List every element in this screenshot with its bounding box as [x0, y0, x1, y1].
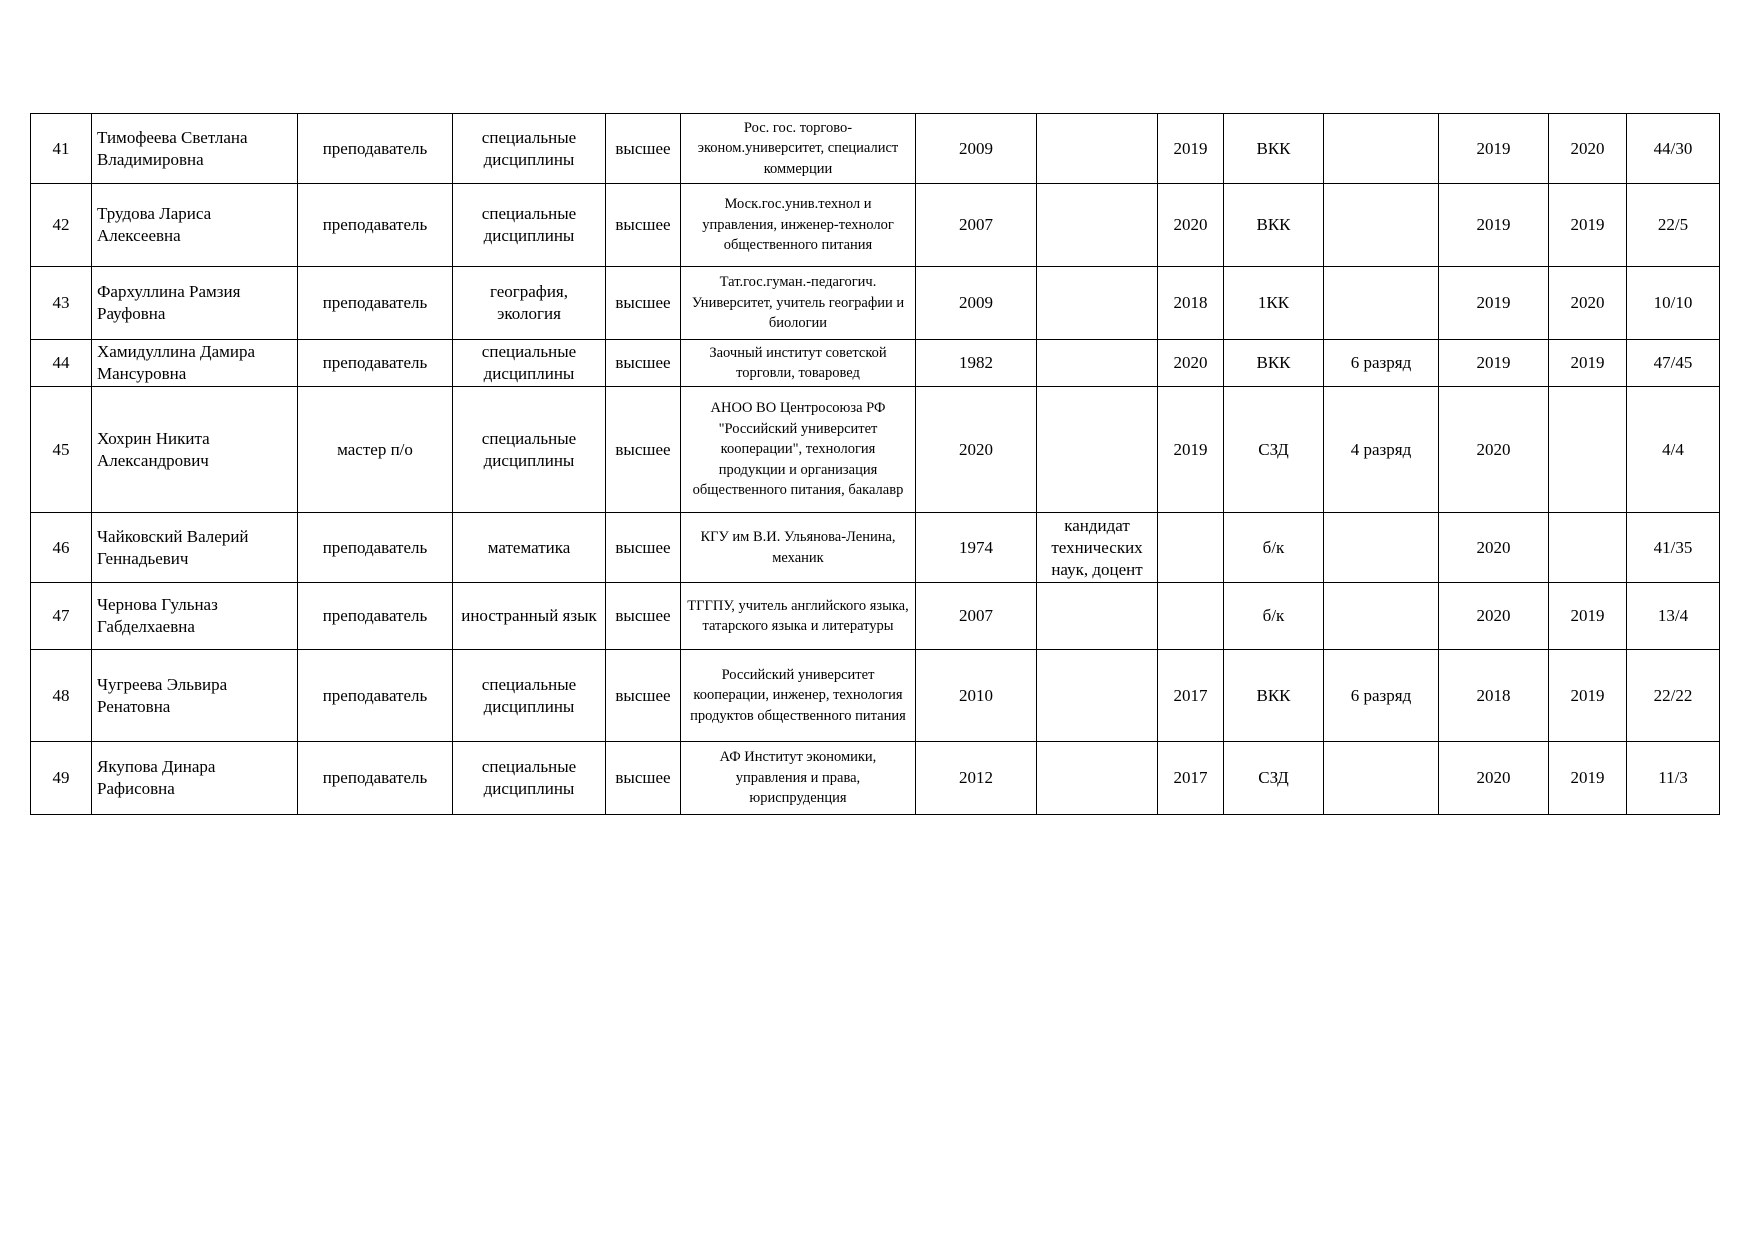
qualification-category: ВКК	[1224, 114, 1324, 184]
teacher-subject: специальные дисциплины	[453, 650, 606, 742]
graduation-year: 1974	[916, 513, 1037, 583]
education-institution: Рос. гос. торгово-эконом.университет, специалист коммерции	[681, 114, 916, 184]
teacher-name: Чугреева Эльвира Ренатовна	[92, 650, 298, 742]
work-rank	[1324, 114, 1439, 184]
training-year: 2019	[1439, 267, 1549, 340]
graduation-year: 2009	[916, 114, 1037, 184]
teacher-position: преподаватель	[298, 267, 453, 340]
row-number: 47	[31, 583, 92, 650]
work-experience: 22/22	[1627, 650, 1720, 742]
category-year: 2017	[1158, 650, 1224, 742]
work-experience: 44/30	[1627, 114, 1720, 184]
education-level: высшее	[606, 267, 681, 340]
row-number: 43	[31, 267, 92, 340]
training-year: 2019	[1439, 340, 1549, 387]
internship-year: 2019	[1549, 340, 1627, 387]
qualification-category: СЗД	[1224, 742, 1324, 815]
work-rank	[1324, 583, 1439, 650]
teacher-name: Хохрин Никита Александрович	[92, 387, 298, 513]
education-level: высшее	[606, 184, 681, 267]
work-rank	[1324, 742, 1439, 815]
category-year	[1158, 583, 1224, 650]
work-experience: 22/5	[1627, 184, 1720, 267]
qualification-category: 1КК	[1224, 267, 1324, 340]
row-number: 45	[31, 387, 92, 513]
table-row	[31, 267, 1720, 340]
qualification-category: б/к	[1224, 583, 1324, 650]
row-number: 48	[31, 650, 92, 742]
academic-degree	[1037, 114, 1158, 184]
work-rank	[1324, 267, 1439, 340]
table-row	[31, 513, 1720, 583]
training-year: 2020	[1439, 742, 1549, 815]
table-row	[31, 650, 1720, 742]
work-experience: 4/4	[1627, 387, 1720, 513]
academic-degree	[1037, 184, 1158, 267]
education-level: высшее	[606, 387, 681, 513]
internship-year: 2019	[1549, 184, 1627, 267]
graduation-year: 1982	[916, 340, 1037, 387]
graduation-year: 2007	[916, 184, 1037, 267]
work-rank: 4 разряд	[1324, 387, 1439, 513]
teacher-subject: иностранный язык	[453, 583, 606, 650]
education-institution: ТГГПУ, учитель английского языка, татарского языка и литературы	[681, 583, 916, 650]
education-level: высшее	[606, 513, 681, 583]
education-institution: Российский университет кооперации, инженер, технология продуктов общественного питания	[681, 650, 916, 742]
education-level: высшее	[606, 114, 681, 184]
row-number: 44	[31, 340, 92, 387]
teacher-position: преподаватель	[298, 583, 453, 650]
graduation-year: 2010	[916, 650, 1037, 742]
training-year: 2018	[1439, 650, 1549, 742]
row-number: 49	[31, 742, 92, 815]
work-experience: 41/35	[1627, 513, 1720, 583]
education-level: высшее	[606, 340, 681, 387]
work-experience: 47/45	[1627, 340, 1720, 387]
teacher-name: Фархуллина Рамзия Рауфовна	[92, 267, 298, 340]
teacher-subject: математика	[453, 513, 606, 583]
qualification-category: ВКК	[1224, 184, 1324, 267]
table-row	[31, 387, 1720, 513]
graduation-year: 2020	[916, 387, 1037, 513]
academic-degree	[1037, 742, 1158, 815]
internship-year	[1549, 387, 1627, 513]
graduation-year: 2012	[916, 742, 1037, 815]
category-year: 2018	[1158, 267, 1224, 340]
teacher-name: Тимофеева Светлана Владимировна	[92, 114, 298, 184]
education-institution: Моск.гос.унив.технол и управления, инженер-технолог общественного питания	[681, 184, 916, 267]
table-row	[31, 184, 1720, 267]
teacher-subject: география, экология	[453, 267, 606, 340]
table-row	[31, 583, 1720, 650]
row-number: 42	[31, 184, 92, 267]
category-year: 2019	[1158, 387, 1224, 513]
training-year: 2020	[1439, 387, 1549, 513]
education-level: высшее	[606, 583, 681, 650]
category-year: 2017	[1158, 742, 1224, 815]
internship-year: 2020	[1549, 267, 1627, 340]
education-institution: КГУ им В.И. Ульянова-Ленина, механик	[681, 513, 916, 583]
graduation-year: 2009	[916, 267, 1037, 340]
work-experience: 13/4	[1627, 583, 1720, 650]
table-row	[31, 340, 1720, 387]
teacher-name: Чайковский Валерий Геннадьевич	[92, 513, 298, 583]
academic-degree: кандидат технических наук, доцент	[1037, 513, 1158, 583]
teacher-name: Якупова Динара Рафисовна	[92, 742, 298, 815]
work-experience: 11/3	[1627, 742, 1720, 815]
work-rank	[1324, 184, 1439, 267]
category-year: 2019	[1158, 114, 1224, 184]
teacher-position: преподаватель	[298, 184, 453, 267]
table-row	[31, 742, 1720, 815]
category-year: 2020	[1158, 340, 1224, 387]
teacher-position: преподаватель	[298, 114, 453, 184]
row-number: 46	[31, 513, 92, 583]
education-institution: АФ Институт экономики, управления и права, юриспруденция	[681, 742, 916, 815]
teacher-subject: специальные дисциплины	[453, 387, 606, 513]
work-experience: 10/10	[1627, 267, 1720, 340]
qualification-category: ВКК	[1224, 340, 1324, 387]
teacher-name: Трудова Лариса Алексеевна	[92, 184, 298, 267]
teacher-subject: специальные дисциплины	[453, 742, 606, 815]
internship-year: 2019	[1549, 583, 1627, 650]
work-rank: 6 разряд	[1324, 340, 1439, 387]
academic-degree	[1037, 267, 1158, 340]
teacher-subject: специальные дисциплины	[453, 114, 606, 184]
education-level: высшее	[606, 742, 681, 815]
teacher-name: Хамидуллина Дамира Мансуровна	[92, 340, 298, 387]
table-row	[31, 114, 1720, 184]
academic-degree	[1037, 650, 1158, 742]
category-year: 2020	[1158, 184, 1224, 267]
work-rank	[1324, 513, 1439, 583]
staff-table	[30, 113, 1720, 815]
internship-year	[1549, 513, 1627, 583]
academic-degree	[1037, 583, 1158, 650]
row-number: 41	[31, 114, 92, 184]
training-year: 2019	[1439, 114, 1549, 184]
qualification-category: СЗД	[1224, 387, 1324, 513]
qualification-category: ВКК	[1224, 650, 1324, 742]
internship-year: 2020	[1549, 114, 1627, 184]
teacher-subject: специальные дисциплины	[453, 184, 606, 267]
internship-year: 2019	[1549, 742, 1627, 815]
teacher-position: мастер п/о	[298, 387, 453, 513]
teacher-name: Чернова Гульназ Габделхаевна	[92, 583, 298, 650]
teacher-position: преподаватель	[298, 513, 453, 583]
teacher-position: преподаватель	[298, 742, 453, 815]
education-institution: Тат.гос.гуман.-педагогич. Университет, учитель географии и биологии	[681, 267, 916, 340]
education-institution: Заочный институт советской торговли, товаровед	[681, 340, 916, 387]
graduation-year: 2007	[916, 583, 1037, 650]
work-rank: 6 разряд	[1324, 650, 1439, 742]
training-year: 2020	[1439, 583, 1549, 650]
academic-degree	[1037, 340, 1158, 387]
teacher-subject: специальные дисциплины	[453, 340, 606, 387]
education-institution: АНОО ВО Центросоюза РФ "Российский университет кооперации", технология продукции и организация общественного питания, бакалавр	[681, 387, 916, 513]
category-year	[1158, 513, 1224, 583]
teacher-position: преподаватель	[298, 340, 453, 387]
qualification-category: б/к	[1224, 513, 1324, 583]
internship-year: 2019	[1549, 650, 1627, 742]
academic-degree	[1037, 387, 1158, 513]
education-level: высшее	[606, 650, 681, 742]
training-year: 2020	[1439, 513, 1549, 583]
teacher-position: преподаватель	[298, 650, 453, 742]
training-year: 2019	[1439, 184, 1549, 267]
